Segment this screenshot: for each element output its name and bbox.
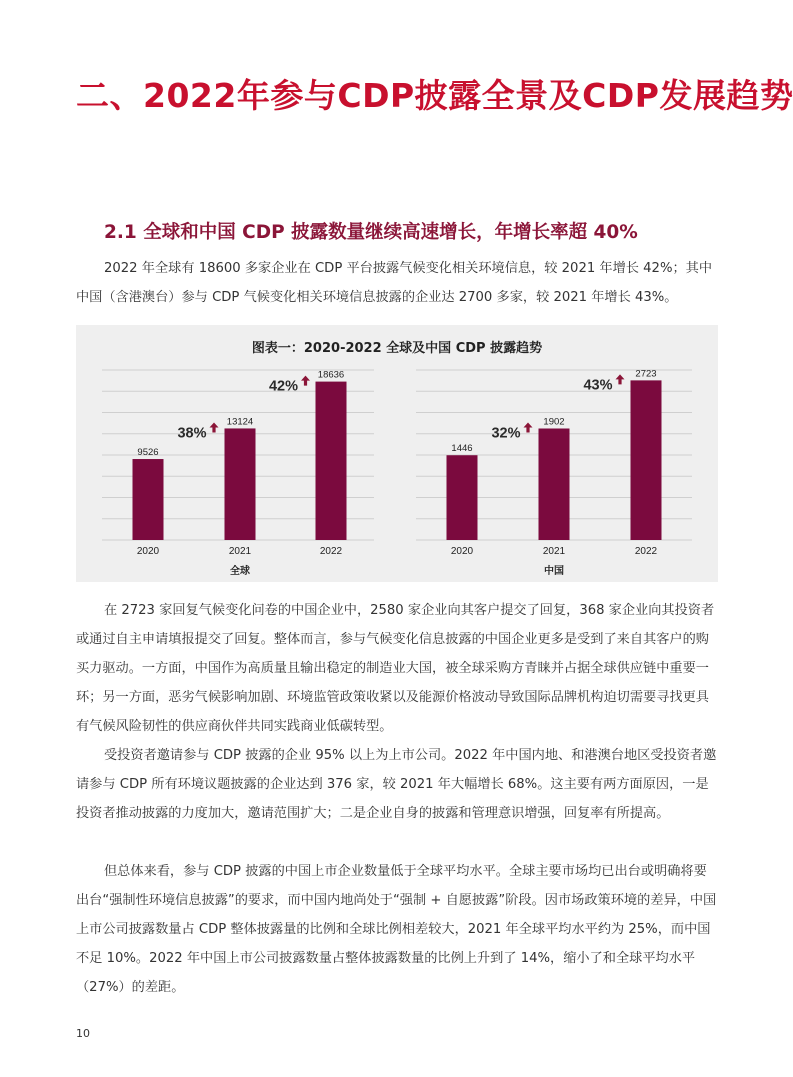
bar	[631, 380, 662, 540]
up-arrow-icon	[524, 423, 533, 433]
chart-title: 图表一：2020-2022 全球及中国 CDP 披露趋势	[251, 341, 543, 356]
page-title: 二、2022年参与CDP披露全景及CDP发展趋势	[76, 76, 793, 115]
bar	[447, 455, 478, 540]
growth-rate-label: 38%	[177, 425, 207, 442]
chart-figure	[76, 325, 718, 582]
body-paragraph: 但总体来看，参与 CDP 披露的中国上市企业数量低于全球平均水平。全球主要市场均已出台或明确将要出台“强制性环境信息披露”的要求，而中国内地尚处于“强制 + 自愿披露”阶段。因市场政策环境的差异，中国上市公司披露数量占 CDP 整体披露量的比例和全球比例相差较大，2021 年全球平均水平约为 25%，而中国不足 10%。2022 年中国上市公司披露数量占整体披露数量的比例上升到了 14%，缩小了和全球平均水平（27%）的差距。	[76, 864, 717, 995]
x-tick-label: 2020	[136, 546, 160, 557]
growth-rate-label: 42%	[268, 378, 299, 395]
x-tick-label: 2021	[542, 546, 566, 557]
x-tick-label: 2022	[634, 546, 658, 557]
data-label: 13124	[226, 416, 254, 428]
up-arrow-icon	[616, 374, 625, 384]
up-arrow-icon	[301, 376, 310, 386]
bar	[133, 459, 164, 540]
data-label: 1446	[451, 443, 473, 455]
x-tick-label: 2020	[450, 546, 474, 557]
bar	[225, 428, 256, 540]
data-label: 1902	[543, 416, 565, 428]
x-tick-label: 2022	[319, 546, 343, 557]
group-label: 中国	[544, 566, 564, 577]
body-paragraph: 在 2723 家回复气候变化问卷的中国企业中，2580 家企业向其客户提交了回复，368 家企业向其投资者或通过自主申请填报提交了回复。整体而言，参与气候变化信息披露的中国企业更多是受到了来自其客户的购买力驱动。一方面，中国作为高质量且输出稳定的制造业大国，被全球采购方青睐并占据全球供应链中重要一环；另一方面，恶劣气候影响加剧、环境监管政策收紧以及能源价格波动导致国际品牌机构迫切需要寻找更具有气候风险韧性的供应商伙伴共同实践商业低碳转型。	[76, 603, 715, 734]
data-label: 9526	[137, 447, 159, 459]
group-label: 全球	[230, 566, 250, 577]
growth-rate-label: 32%	[491, 425, 521, 442]
data-label: 2723	[635, 368, 657, 380]
x-tick-label: 2021	[228, 546, 252, 557]
up-arrow-icon	[210, 422, 219, 432]
intro-paragraph: 2022 年全球有 18600 多家企业在 CDP 平台披露气候变化相关环境信息，较 2021 年增长 42%；其中中国（含港澳台）参与 CDP 气候变化相关环境信息披露的企业达 2700 多家，较 2021 年增长 43%。	[76, 261, 713, 305]
bar	[539, 429, 570, 540]
data-label: 18636	[317, 369, 345, 381]
growth-rate-label: 43%	[583, 377, 613, 394]
body-paragraph: 受投资者邀请参与 CDP 披露的企业 95% 以上为上市公司。2022 年中国内地、和港澳台地区受投资者邀请参与 CDP 所有环境议题披露的企业达到 376 家，较 2021 年大幅增长 68%。这主要有两方面原因，一是投资者推动披露的力度加大，邀请范围扩大；二是企业自身的披露和管理意识增强，回复率有所提高。	[76, 748, 717, 821]
bar-charts	[76, 325, 718, 582]
bar	[316, 382, 347, 540]
section-heading: 2.1 全球和中国 CDP 披露数量继续高速增长，年增长率超 40%	[104, 222, 638, 243]
page-number: 10	[76, 1027, 90, 1040]
